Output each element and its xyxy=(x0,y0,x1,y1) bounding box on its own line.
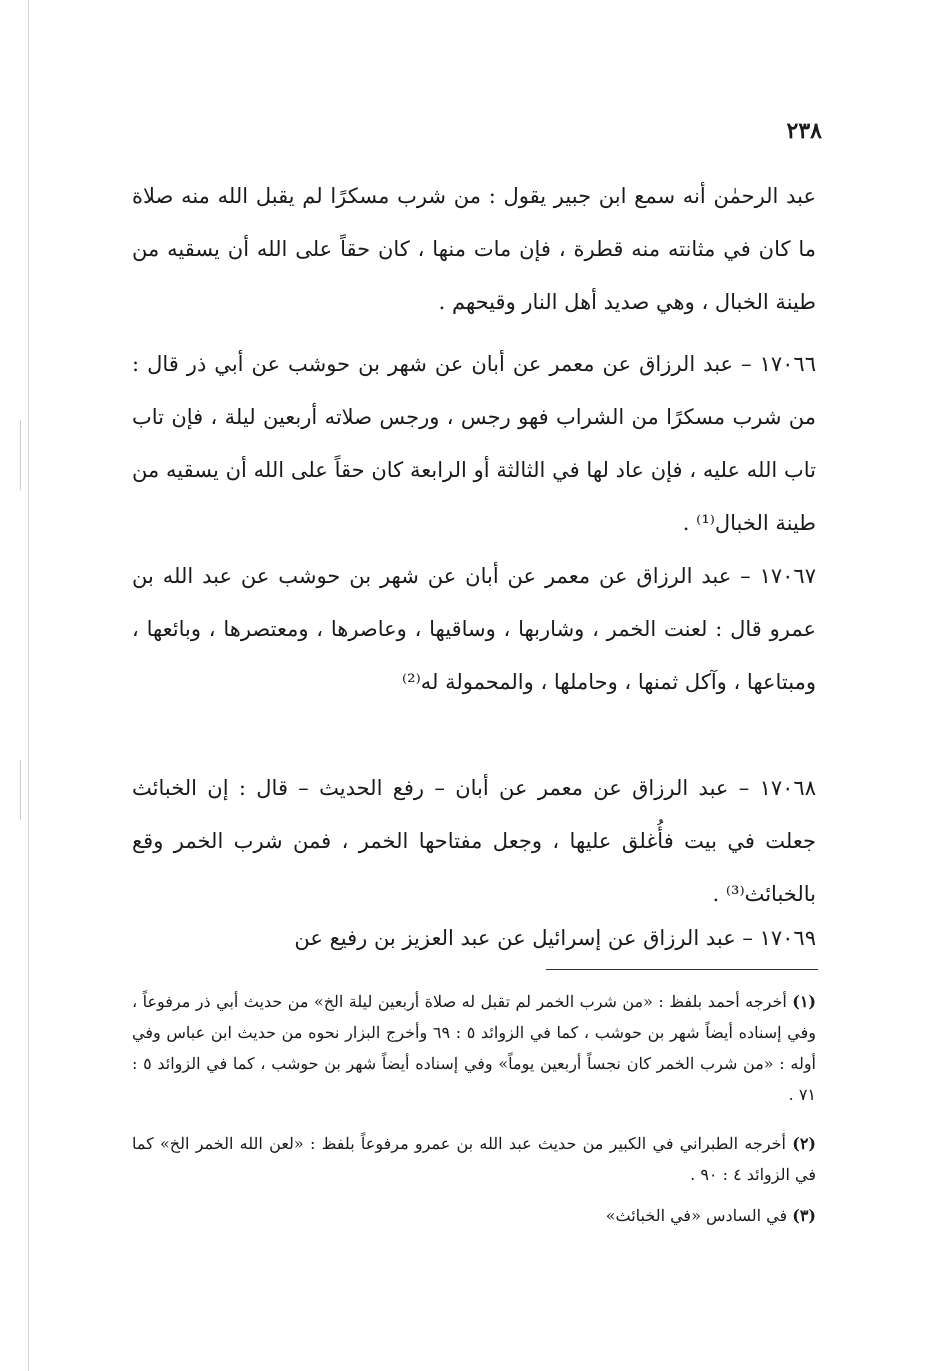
margin-mark xyxy=(20,420,21,490)
footnote-3 xyxy=(132,1200,816,1231)
footnote-number: (١) xyxy=(792,992,816,1011)
footnote-number: (٣) xyxy=(792,1206,816,1225)
margin-mark xyxy=(20,760,21,820)
paragraph-continuation: عبد الرحمٰن أنه سمع ابن جبير يقول : من شرب مسكرًا لم يقبل الله منه صلاة ما كان في مثانته منه قطرة ، فإن مات منها ، كان حقاً على الله أن يسقيه من طينة الخبال ، وهي صديد أهل النار وقيحهم . xyxy=(132,184,816,314)
footnote-separator xyxy=(546,969,818,970)
footnote-number: (٢) xyxy=(792,1134,816,1153)
hadith-17068: ١٧٠٦٨ – عبد الرزاق عن معمر عن أبان – رفع الحديث – قال : إن الخبائث جعلت في بيت فأُغلق عليها ، وجعل مفتاحها الخمر ، فمن شرب الخمر وقع بالخبائث⁽³⁾ . xyxy=(132,776,816,906)
footnote-text: في السادس «في الخبائث» xyxy=(605,1206,788,1225)
footnote-text: أخرجه أحمد بلفظ : «من شرب الخمر لم تقبل له صلاة أربعين ليلة الخ» من حديث أبي ذر مرفوعاً ، وفي إسناده أيضاً شهر بن حوشب ، كما في الزوائد ٥ : ٦٩ وأخرج البزار نحوه من حديث ابن عباس وفي أوله : «من شرب الخمر كان نجساً أربعين يوماً» وفي إسناده أيضاً شهر بن حوشب ، كما في الزوائد ٥ : ٧١ . xyxy=(132,992,816,1104)
footnote-2 xyxy=(132,1128,816,1190)
footnote-text: أخرجه الطبراني في الكبير من حديث عبد الله بن عمرو مرفوعاً بلفظ : «لعن الله الخمر الخ» كما في الزوائد ٤ : ٩٠ . xyxy=(132,1134,816,1184)
hadith-17067: ١٧٠٦٧ – عبد الرزاق عن معمر عن أبان عن شهر بن حوشب عن عبد الله بن عمرو قال : لعنت الخمر ، وشاربها ، وساقيها ، وعاصرها ، ومعتصرها ، وبائعها ، ومبتاعها ، وآكل ثمنها ، وحاملها ، والمحمولة له⁽²⁾ xyxy=(132,564,816,694)
page-number: ٢٣٨ xyxy=(786,118,822,144)
hadith-17066: ١٧٠٦٦ – عبد الرزاق عن معمر عن أبان عن شهر بن حوشب عن أبي ذر قال : من شرب مسكرًا من الشراب فهو رجس ، ورجس صلاته أربعين ليلة ، فإن تاب تاب الله عليه ، فإن عاد لها في الثالثة أو الرابعة كان حقاً على الله أن يسقيه من طينة الخبال⁽¹⁾ . xyxy=(132,352,816,535)
binding-margin-line xyxy=(28,0,29,1371)
hadith-17069: ١٧٠٦٩ – عبد الرزاق عن إسرائيل عن عبد العزيز بن رفيع عن xyxy=(294,926,816,950)
footnote-1 xyxy=(132,986,816,1110)
